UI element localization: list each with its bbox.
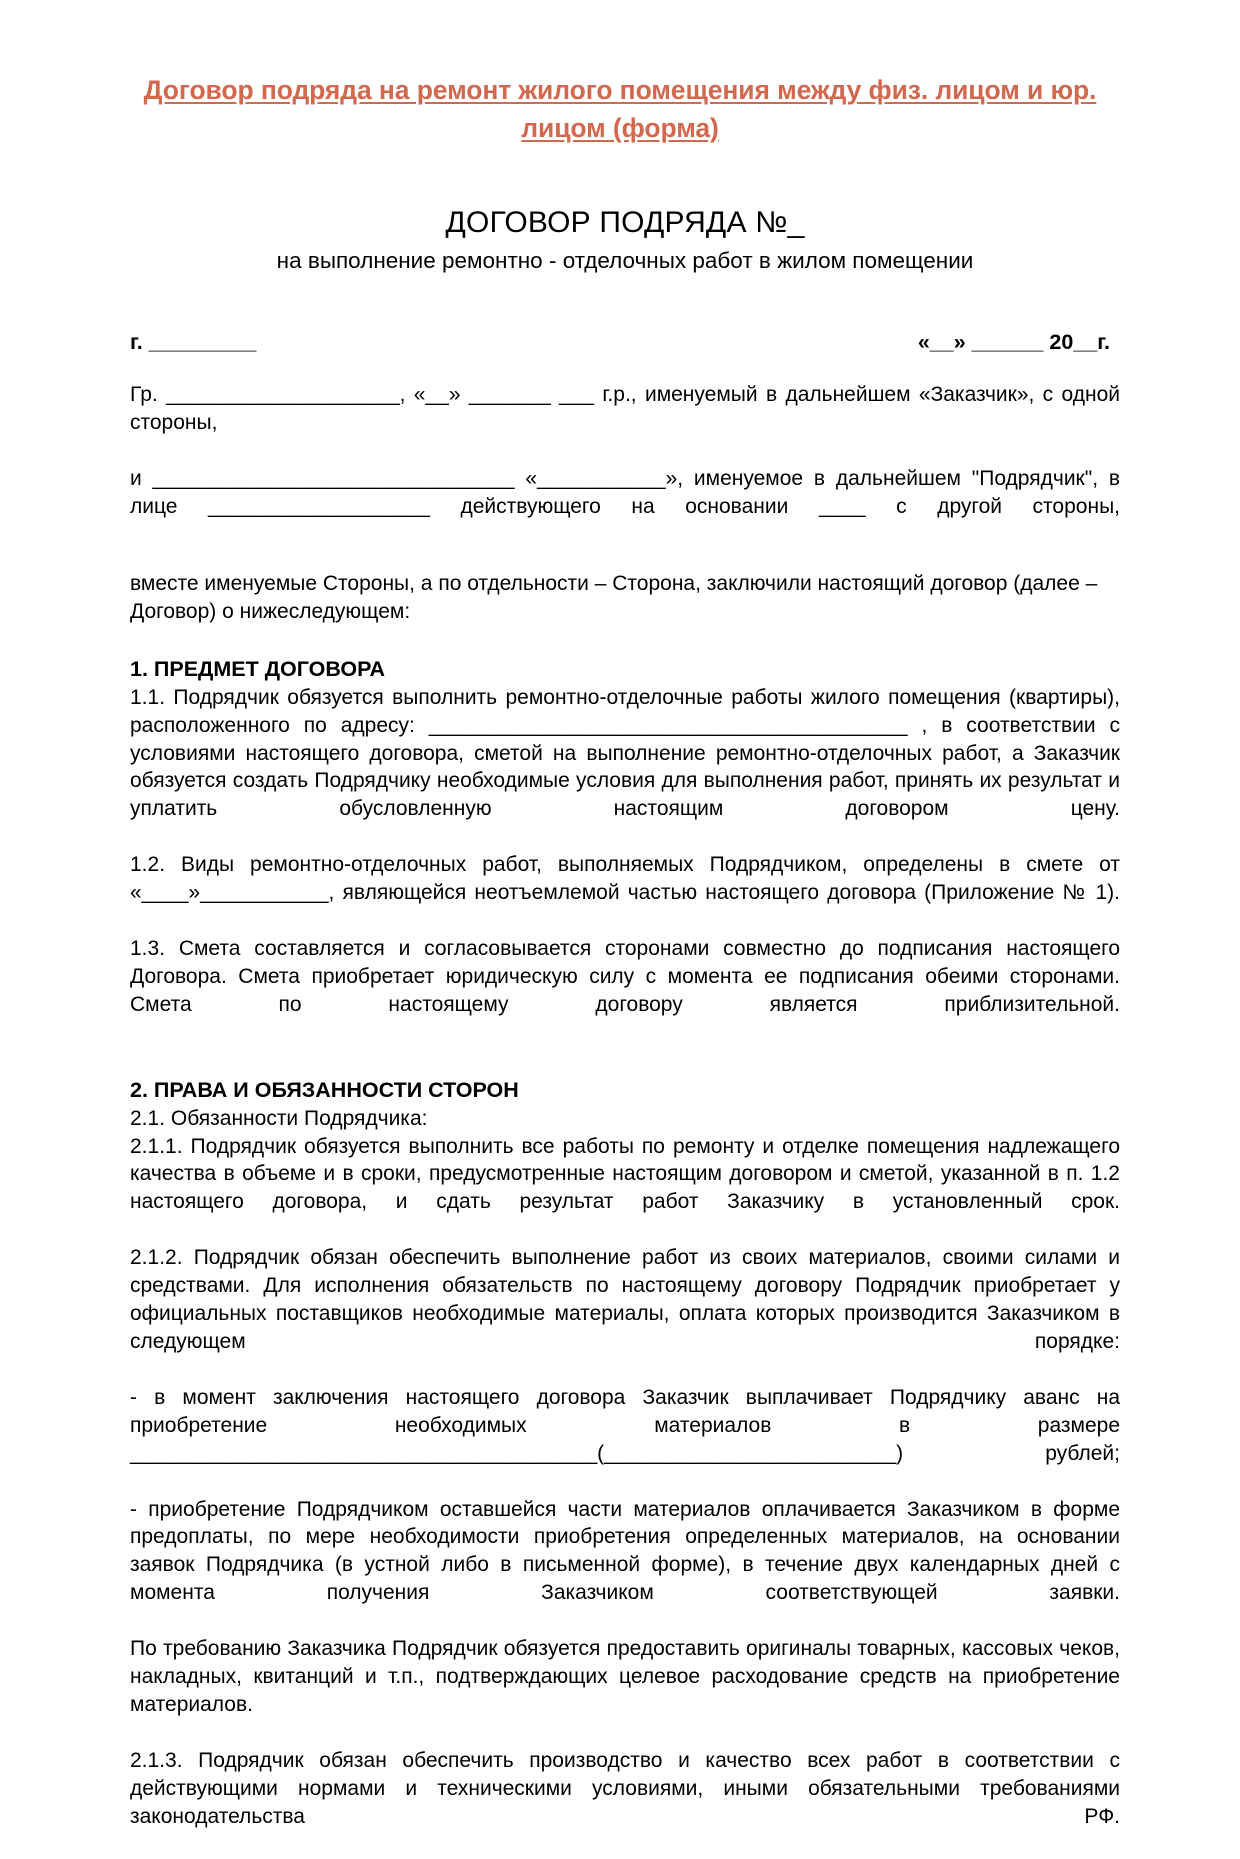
section-heading-subject: 1. ПРЕДМЕТ ДОГОВОРА — [130, 656, 386, 681]
preamble-parties-line: вместе именуемые Стороны, а по отдельности – Сторона, заключили настоящий договор (далее – Договор) о нижеследующем: — [130, 571, 1098, 623]
city-blank-field[interactable]: г. _________ — [130, 330, 257, 355]
clause-2-1-2-receipts: По требованию Заказчика Подрядчик обязуется предоставить оригиналы товарных, кассовых чеков, накладных, квитанций и т.п., подтверждающих целевое расходование средств на приобретение материалов. — [130, 1637, 1120, 1716]
date-blank-field[interactable]: «__» ______ 20__г. — [917, 330, 1110, 355]
clause-2-1-2-bullet-remainder: - приобретение Подрядчиком оставшейся части материалов оплачивается Заказчиком в форме предоплаты, по мере необходимости приобретения определенных материалов, на основании заявок Подрядчика (в устной либо в письменной форме), в течение двух календарных дней с момента получения Заказчиком соответствующей заявки. — [130, 1497, 1120, 1605]
contract-title: ДОГОВОР ПОДРЯДА №_ — [445, 206, 805, 240]
clause-2-1-1: 2.1.1. Подрядчик обязуется выполнить все работы по ремонту и отделке помещения надлежащего качества в объеме и в сроки, предусмотренные настоящим договором и сметой, указанной в п. 1.2 настоящего договора, и сдать результат работ Заказчику в установленный срок. — [130, 1134, 1120, 1214]
clause-1-1: 1.1. Подрядчик обязуется выполнить ремонтно-отделочные работы жилого помещения (квартиры), расположенного по адресу: _________________________________________ , в соответствии с условиями настоящего договора, сметой на выполнение ремонтно-отделочных работ, а Заказчик обязуется создать Подрядчику необходимые условия для выполнения работ, принять их результат и уплатить обусловленную настоящим договором цену. — [130, 685, 1120, 821]
section-heading-rights-duties: 2. ПРАВА И ОБЯЗАННОСТИ СТОРОН — [130, 1077, 519, 1102]
clause-2-1-3: 2.1.3. Подрядчик обязан обеспечить производство и качество всех работ в соответствии с действующими нормами и техническими условиями, иными обязательными требованиями законодательства РФ. — [130, 1748, 1120, 1828]
city-date-row — [130, 330, 1120, 355]
clause-2-1: 2.1. Обязанности Подрядчика: — [130, 1106, 428, 1130]
clause-1-2: 1.2. Виды ремонтно-отделочных работ, выполняемых Подрядчиком, определены в смете от «____»___________, являющейся неотъемлемой частью настоящего договора (Приложение № 1). — [130, 853, 1120, 905]
contract-subtitle: на выполнение ремонтно - отделочных работ в жилом помещении — [276, 248, 974, 274]
page-heading — [0, 0, 1240, 147]
contract-body — [0, 205, 1240, 1858]
clause-1-3: 1.3. Смета составляется и согласовывается сторонами совместно до подписания настоящего Договора. Смета приобретает юридическую силу с момента ее подписания обеими сторонами. Смета по настоящему договору является приблизительной. — [130, 936, 1120, 1016]
preamble-customer-line: Гр. ____________________, «__» _______ ___ г.р., именуемый в дальнейшем «Заказчик», с одной стороны, — [130, 383, 1120, 435]
clause-2-1-2: 2.1.2. Подрядчик обязан обеспечить выполнение работ из своих материалов, своими силами и средствами. Для исполнения обязательств по настоящему договору Подрядчик приобретает у официальных поставщиков необходимые материалы, оплата которых производится Заказчиком в следующем порядке: — [130, 1246, 1120, 1353]
clause-2-1-2-bullet-advance: - в момент заключения настоящего договора Заказчик выплачивает Подрядчику аванс на приобретение необходимых материалов в размере ________________________________________(_________________________) рублей; — [130, 1385, 1120, 1465]
preamble-contractor-line: и _______________________________ «___________», именуемое в дальнейшем "Подрядчик", в лице ___________________ действующего на основании ____ с другой стороны, — [130, 467, 1120, 519]
page-heading-link[interactable]: Договор подряда на ремонт жилого помещения между физ. лицом и юр. лицом (форма) — [143, 75, 1097, 143]
